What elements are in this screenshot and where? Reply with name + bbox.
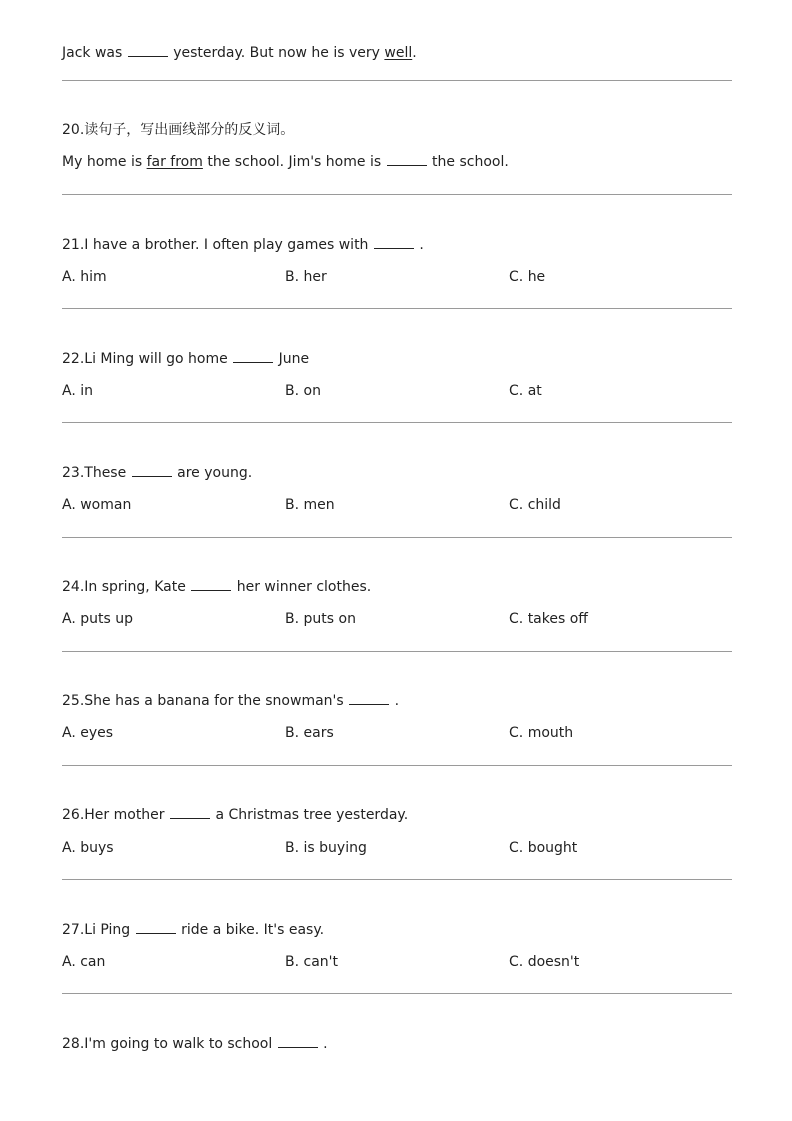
- answer-blank[interactable]: [374, 236, 414, 249]
- option-text: men: [303, 497, 335, 513]
- q22-stem: [62, 350, 309, 368]
- option-letter: B.: [285, 954, 300, 970]
- q26-end: a Christmas tree yesterday.: [215, 807, 409, 823]
- option-letter: A.: [62, 497, 76, 513]
- q20-sentence: [62, 153, 509, 171]
- option-text: takes off: [527, 611, 588, 627]
- answer-blank[interactable]: [349, 692, 389, 705]
- q23-option-b[interactable]: [285, 496, 335, 514]
- option-letter: C.: [509, 840, 524, 856]
- option-letter: A.: [62, 611, 76, 627]
- divider: [62, 651, 732, 652]
- option-letter: B.: [285, 840, 300, 856]
- q24-end: her winner clothes.: [236, 579, 372, 595]
- divider: [62, 993, 732, 994]
- q20-instruction: 20.读句子，写出画线部分的反义词。: [62, 122, 295, 138]
- q25-option-c[interactable]: [509, 724, 573, 742]
- divider: [62, 879, 732, 880]
- q20-post: the school.: [432, 154, 509, 170]
- option-letter: C.: [509, 269, 524, 285]
- q25-stem: [62, 692, 399, 710]
- answer-blank[interactable]: [387, 153, 427, 166]
- option-text: on: [303, 383, 321, 399]
- option-text: in: [80, 383, 93, 399]
- q25-option-a[interactable]: [62, 724, 113, 742]
- option-letter: C.: [509, 954, 524, 970]
- q23-option-a[interactable]: [62, 496, 131, 514]
- q28-end: .: [323, 1036, 328, 1052]
- q27-end: ride a bike. It's easy.: [181, 922, 325, 938]
- option-letter: B.: [285, 725, 300, 741]
- option-text: eyes: [80, 725, 114, 741]
- q21-text: 21.I have a brother. I often play games with: [62, 237, 369, 253]
- q26-option-b[interactable]: [285, 839, 367, 857]
- answer-blank[interactable]: [191, 578, 231, 591]
- q27-stem: [62, 921, 324, 939]
- divider: [62, 80, 732, 81]
- answer-blank[interactable]: [278, 1035, 318, 1048]
- q27-option-b[interactable]: [285, 953, 338, 971]
- q22-option-a[interactable]: [62, 382, 93, 400]
- option-text: puts on: [303, 611, 356, 627]
- option-text: woman: [80, 497, 132, 513]
- q27-option-c[interactable]: [509, 953, 579, 971]
- q20-mid: the school. Jim's home is: [207, 154, 382, 170]
- option-text: doesn't: [527, 954, 580, 970]
- option-text: puts up: [80, 611, 133, 627]
- answer-blank[interactable]: [233, 350, 273, 363]
- q27-text: 27.Li Ping: [62, 922, 131, 938]
- option-text: at: [527, 383, 542, 399]
- option-text: her: [303, 269, 327, 285]
- q23-end: are young.: [177, 465, 253, 481]
- option-text: can: [80, 954, 106, 970]
- q21-end: .: [419, 237, 424, 253]
- option-text: he: [527, 269, 546, 285]
- q25-text: 25.She has a banana for the snowman's: [62, 693, 344, 709]
- divider: [62, 422, 732, 423]
- q19-end: .: [412, 45, 417, 61]
- q22-text: 22.Li Ming will go home: [62, 351, 228, 367]
- option-letter: A.: [62, 269, 76, 285]
- option-letter: C.: [509, 611, 524, 627]
- q23-option-c[interactable]: [509, 496, 561, 514]
- q26-option-c[interactable]: [509, 839, 577, 857]
- option-letter: A.: [62, 954, 76, 970]
- option-letter: B.: [285, 611, 300, 627]
- q21-option-b[interactable]: [285, 268, 327, 286]
- q19-post: yesterday. But now he is very: [173, 45, 380, 61]
- q27-option-a[interactable]: [62, 953, 105, 971]
- q19-pre: Jack was: [62, 45, 123, 61]
- q24-option-a[interactable]: [62, 610, 133, 628]
- answer-blank[interactable]: [128, 44, 168, 57]
- answer-blank[interactable]: [136, 921, 176, 934]
- option-text: child: [527, 497, 561, 513]
- option-letter: A.: [62, 840, 76, 856]
- q22-end: June: [278, 351, 310, 367]
- q20-underlined-phrase: far from: [146, 154, 203, 170]
- q25-end: .: [394, 693, 400, 709]
- option-text: mouth: [527, 725, 574, 741]
- option-letter: C.: [509, 383, 524, 399]
- q24-text: 24.In spring, Kate: [62, 579, 186, 595]
- q23-stem: [62, 464, 252, 482]
- answer-blank[interactable]: [170, 806, 210, 819]
- q26-text: 26.Her mother: [62, 807, 165, 823]
- divider: [62, 765, 732, 766]
- q21-option-c[interactable]: [509, 268, 545, 286]
- q22-option-c[interactable]: [509, 382, 542, 400]
- option-letter: A.: [62, 383, 76, 399]
- q28-stem: [62, 1035, 328, 1053]
- option-letter: C.: [509, 497, 524, 513]
- q26-option-a[interactable]: [62, 839, 114, 857]
- q23-text: 23.These: [62, 465, 127, 481]
- q21-option-a[interactable]: [62, 268, 107, 286]
- divider: [62, 308, 732, 309]
- q24-option-c[interactable]: [509, 610, 588, 628]
- option-text: buys: [80, 840, 114, 856]
- option-letter: C.: [509, 725, 524, 741]
- q24-option-b[interactable]: [285, 610, 356, 628]
- option-text: can't: [303, 954, 339, 970]
- q21-stem: [62, 236, 424, 254]
- q25-option-b[interactable]: [285, 724, 334, 742]
- q24-stem: [62, 578, 371, 596]
- q28-text: 28.I'm going to walk to school: [62, 1036, 273, 1052]
- q19-underlined-word: well: [384, 45, 413, 61]
- option-letter: B.: [285, 497, 300, 513]
- option-letter: B.: [285, 383, 300, 399]
- option-text: is buying: [303, 840, 367, 856]
- q19-sentence: [62, 44, 417, 62]
- divider: [62, 194, 732, 195]
- q20-pre: My home is: [62, 154, 143, 170]
- option-text: ears: [303, 725, 334, 741]
- answer-blank[interactable]: [132, 464, 172, 477]
- option-text: him: [80, 269, 107, 285]
- q26-stem: [62, 806, 408, 824]
- option-letter: A.: [62, 725, 76, 741]
- option-letter: B.: [285, 269, 300, 285]
- option-text: bought: [527, 840, 578, 856]
- q22-option-b[interactable]: [285, 382, 321, 400]
- divider: [62, 537, 732, 538]
